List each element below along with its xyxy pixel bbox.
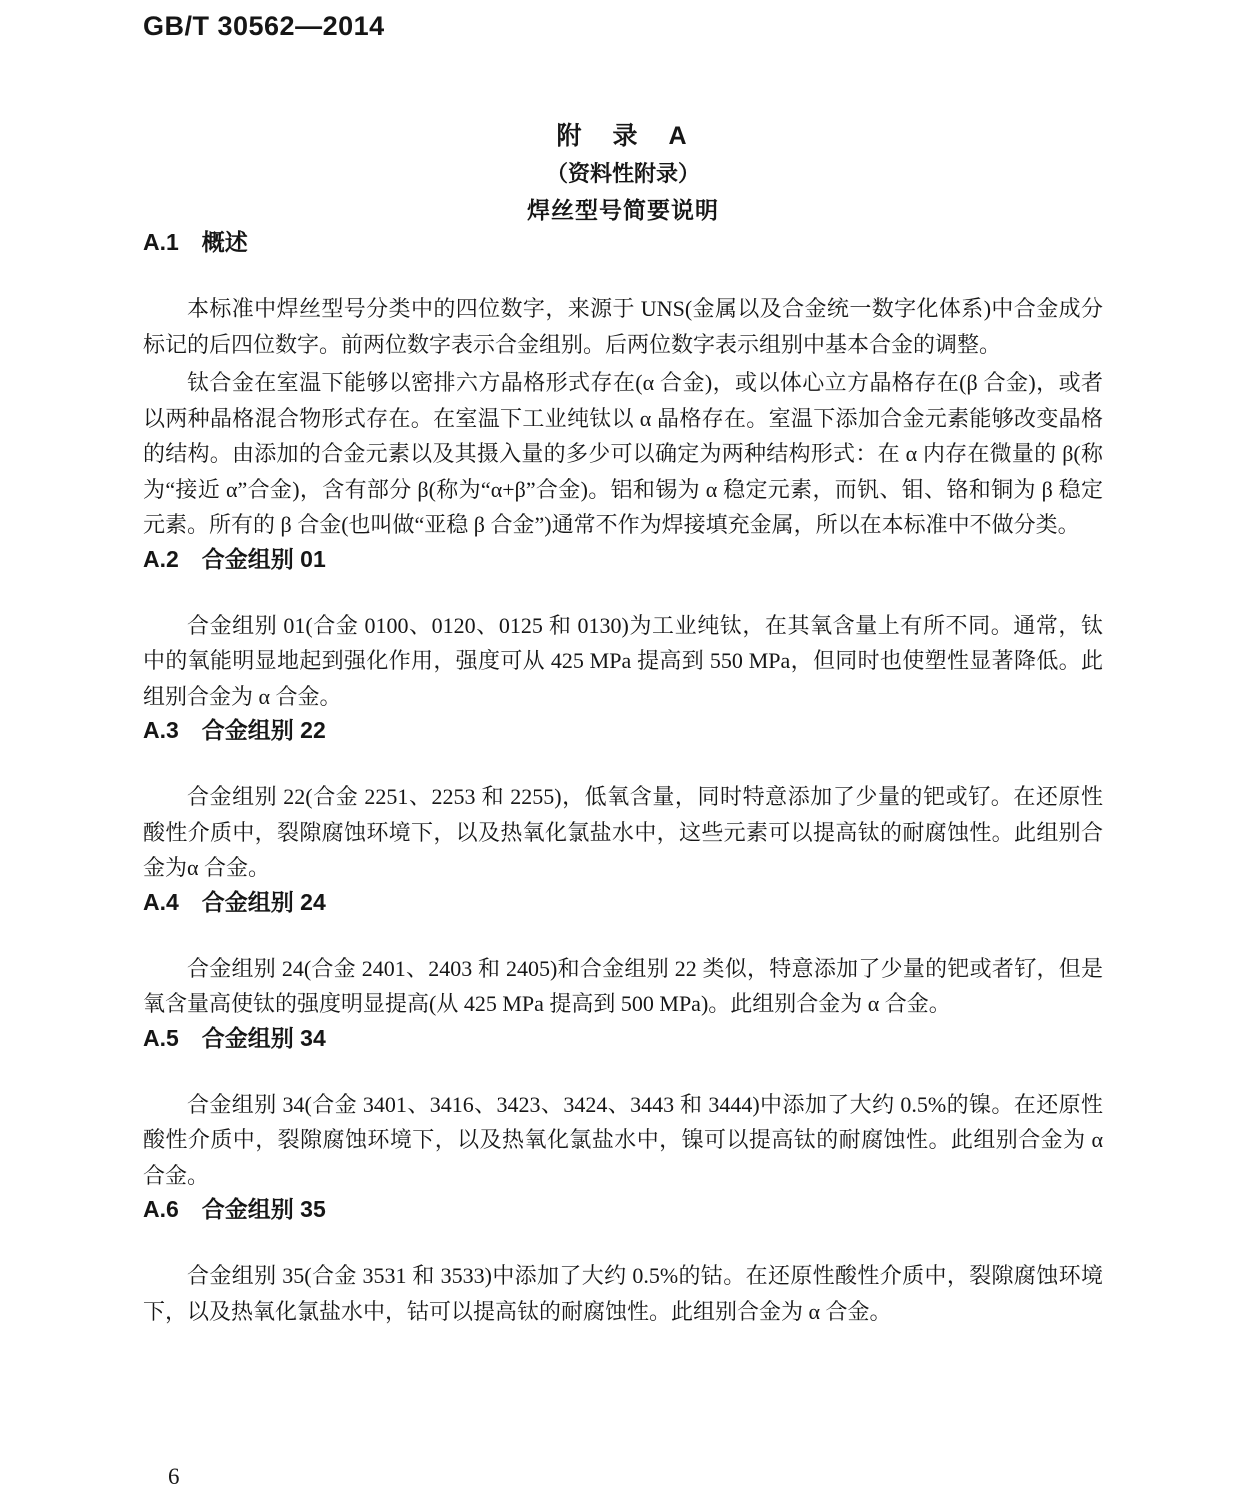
section-a1-overview: [143, 229, 1103, 543]
section-a3-paragraph-1: 合金组别 22(合金 2251、2253 和 2255)，低氧含量，同时特意添加了少量的钯或钌。在还原性酸性介质中，裂隙腐蚀环境下，以及热氧化氯盐水中，这些元素可以提高钛的耐腐蚀性。此组别合金为α 合金。: [143, 784, 1103, 880]
section-a2-alloy-group-01: [143, 546, 1103, 715]
appendix-title-line3: 焊丝型号简要说明: [527, 197, 719, 223]
section-a2-paragraph-1: 合金组别 01(合金 0100、0120、0125 和 0130)为工业纯钛，在其氧含量上有所不同。通常，钛中的氧能明显地起到强化作用，强度可从 425 MPa 提高到 550 MPa，但同时也使塑性显著降低。此组别合金为 α 合金。: [143, 612, 1103, 709]
section-a4-alloy-group-24: [143, 889, 1103, 1022]
section-a6-heading: A.6 合金组别 35: [143, 1196, 326, 1222]
appendix-title-line1: 附 录 A: [556, 122, 690, 150]
section-a4-heading: A.4 合金组别 24: [143, 888, 326, 915]
standard-number: GB/T 30562—2014: [143, 11, 385, 41]
section-a4-paragraph-1: 合金组别 24(合金 2401、2403 和 2405)和合金组别 22 类似，特意添加了少量的钯或者钌，但是氧含量高使钛的强度明显提高(从 425 MPa 提高到 500 MPa)。此组别合金为 α 合金。: [143, 955, 1103, 1016]
section-a6-alloy-group-35: [143, 1196, 1103, 1329]
page-number: 6: [168, 1464, 180, 1489]
appendix-title-line2: （资料性附录）: [545, 161, 700, 186]
section-a5-heading: A.5 合金组别 34: [143, 1024, 326, 1051]
section-a2-heading: A.2 合金组别 01: [143, 545, 326, 572]
section-a3-heading: A.3 合金组别 22: [143, 717, 326, 743]
appendix-title-block: [143, 118, 1103, 229]
section-a1-paragraph-2: 钛合金在室温下能够以密排六方晶格形式存在(α 合金)，或以体心立方晶格存在(β 合金)，或者以两种晶格混合物形式存在。在室温下工业纯钛以 α 晶格存在。室温下添加合金元素能够改变晶格的结构。由添加的合金元素以及其摄入量的多少可以确定为两种结构形式：在 α 内存在微量的 β(称为“接近 α”合金)，含有部分 β(称为“α+β”合金)。铝和锡为 α 稳定元素，而钒、钼、铬和铜为 β 稳定元素。所有的 β 合金(也叫做“亚稳 β 合金”)通常不作为焊接填充金属，所以在本标准中不做分类。: [143, 370, 1103, 537]
section-a5-alloy-group-34: [143, 1025, 1103, 1194]
section-a5-paragraph-1: 合金组别 34(合金 3401、3416、3423、3424、3443 和 3444)中添加了大约 0.5%的镍。在还原性酸性介质中，裂隙腐蚀环境下，以及热氧化氯盐水中，镍可以提高钛的耐腐蚀性。此组别合金为 α 合金。: [143, 1091, 1103, 1188]
section-a1-heading: A.1 概述: [143, 229, 248, 255]
section-a6-paragraph-1: 合金组别 35(合金 3531 和 3533)中添加了大约 0.5%的钴。在还原性酸性介质中，裂隙腐蚀环境下，以及热氧化氯盐水中，钴可以提高钛的耐腐蚀性。此组别合金为 α 合金。: [143, 1263, 1103, 1324]
section-a1-paragraph-1: 本标准中焊丝型号分类中的四位数字，来源于 UNS(金属以及合金统一数字化体系)中合金成分标记的后四位数字。前两位数字表示合金组别。后两位数字表示组别中基本合金的调整。: [143, 296, 1103, 357]
section-a3-alloy-group-22: [143, 717, 1103, 886]
